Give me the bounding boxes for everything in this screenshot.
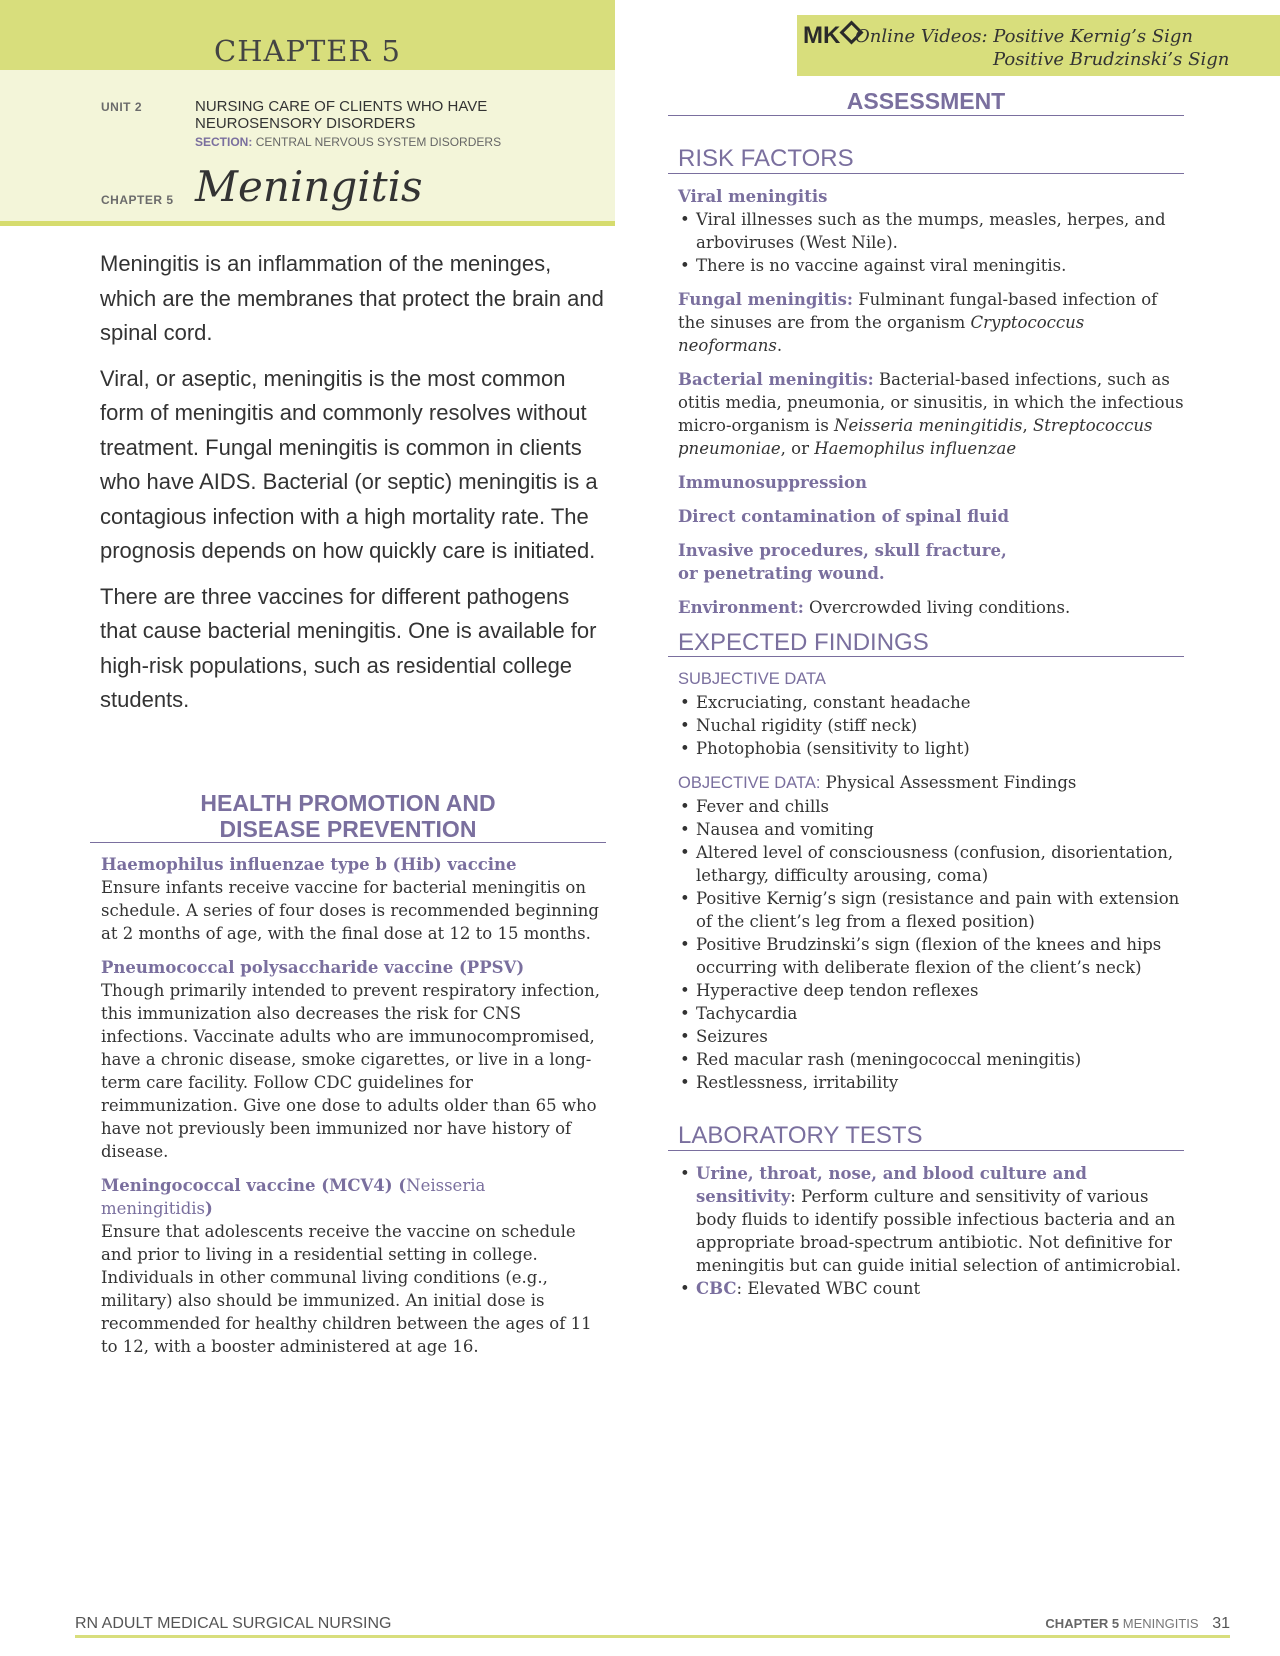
risk-invasive: Invasive procedures, skull fracture, or penetrating wound. (678, 541, 1007, 583)
heading-line: HEALTH PROMOTION AND (200, 790, 496, 816)
section-line (195, 135, 501, 149)
expected-findings-heading: EXPECTED FINDINGS (678, 629, 929, 656)
expected-findings-body (678, 668, 1184, 1105)
list-item: • Altered level of consciousness (confusion, disorientation, lethargy, difficulty arousing, coma) (678, 841, 1184, 887)
risk-text-end: . (776, 336, 783, 355)
page-title: Meningitis (195, 162, 423, 211)
unit-title (195, 98, 595, 132)
viral-list (678, 208, 1184, 277)
assessment-heading: ASSESSMENT (846, 88, 1006, 114)
objective-data (678, 771, 1184, 1094)
separator: , (1022, 416, 1033, 435)
lab-list (678, 1162, 1184, 1300)
lab-title: Urine, throat, nose, and blood culture and sensitivity (696, 1164, 1087, 1206)
list-item (678, 1162, 1184, 1277)
footer-divider (75, 1635, 1230, 1638)
chapter-band (0, 0, 615, 70)
objective-suffix: Physical Assessment Findings (820, 773, 1077, 792)
list-item: • Positive Kernig’s sign (resistance and pain with extension of the client’s leg from a flexed position) (678, 887, 1184, 933)
list-item: • Viral illnesses such as the mumps, measles, herpes, and arboviruses (West Nile). (678, 208, 1184, 254)
section-divider (90, 842, 606, 843)
subjective-list (678, 691, 1184, 760)
vaccine-block-hib (101, 853, 601, 945)
section-divider (668, 115, 1184, 116)
vaccine-title: Haemophilus influenzae type b (Hib) vaccine (101, 855, 517, 874)
risk-title: Viral meningitis (678, 187, 828, 206)
mk-logo-text: MK (803, 22, 841, 49)
subjective-data (678, 668, 1184, 760)
vaccine-block-ppsv (101, 956, 601, 1163)
list-item: • Restlessness, irritability (678, 1071, 1184, 1094)
risk-factors-body (678, 185, 1184, 630)
intro-text (100, 247, 605, 729)
list-item: • Hyperactive deep tendon reflexes (678, 979, 1184, 1002)
footer-chapter (1045, 1615, 1230, 1633)
list-item: • Photophobia (sensitivity to light) (678, 737, 1184, 760)
video-links[interactable] (855, 25, 1265, 71)
section-label: SECTION: (195, 135, 253, 149)
section-value: CENTRAL NERVOUS SYSTEM DISORDERS (255, 135, 502, 149)
risk-title: Bacterial meningitis: (678, 370, 874, 389)
heading-line: DISEASE PREVENTION (219, 816, 477, 842)
risk-text: Fulminant fungal-based infection of the sinuses are from the organism (678, 290, 1158, 332)
list-item: • Red macular rash (meningococcal meningitis) (678, 1048, 1184, 1071)
vaccine-block-mcv4 (101, 1174, 601, 1358)
lab-title: CBC (696, 1279, 737, 1298)
risk-environment (678, 596, 1184, 619)
lab-text: : Elevated WBC count (736, 1279, 921, 1298)
risk-title: Environment: (678, 598, 804, 617)
risk-text: Overcrowded living conditions. (803, 598, 1071, 617)
vaccine-title-close: ) (205, 1199, 213, 1218)
risk-bacterial (678, 368, 1184, 460)
mk-logo-icon (803, 22, 860, 50)
subjective-label: SUBJECTIVE DATA (678, 670, 826, 688)
book-title: RN ADULT MEDICAL SURGICAL NURSING (75, 1615, 392, 1632)
risk-text: Bacterial-based infections, such as otitis media, pneumonia, or sinusitis, in which the infectious micro-organism is (678, 370, 1184, 435)
subsection-divider (668, 656, 1184, 657)
separator: , or (780, 439, 815, 458)
vaccine-text: Though primarily intended to prevent respiratory infection, this immunization also decreases the risk for CNS infections. Vaccinate adults who are immunocompromised, have a chronic disease, smoke cigarettes, or live in a long-term care facility. Follow CDC guidelines for reimmunization. Give one dose to adults older than 65 who have not previously been immunized nor have history of disease. (101, 981, 600, 1161)
intro-paragraph: Meningitis is an inflammation of the meninges, which are the membranes that protect the brain and spinal cord. (100, 251, 604, 345)
organism-name: Cryptococcus neoformans (678, 313, 1085, 355)
video-link-brudzinski[interactable]: Positive Brudzinski’s Sign (993, 49, 1230, 70)
organism-name: Neisseria meningitidis (834, 416, 1023, 435)
risk-viral (678, 185, 1184, 277)
list-item (678, 1277, 1184, 1300)
list-item: • Seizures (678, 1025, 1184, 1048)
list-item: • Excruciating, constant headache (678, 691, 1184, 714)
risk-title: Fungal meningitis: (678, 290, 853, 309)
vaccine-title (101, 1174, 601, 1220)
risk-fungal (678, 288, 1184, 357)
subsection-divider (668, 173, 1184, 174)
chapter-band-text: CHAPTER 5 (214, 34, 401, 68)
intro-paragraph: There are three vaccines for different pathogens that cause bacterial meningitis. One is available for high-risk populations, such as residential college students. (100, 583, 597, 712)
objective-list (678, 795, 1184, 1094)
vaccine-title: Pneumococcal polysaccharide vaccine (PPSV) (101, 958, 525, 977)
risk-direct-contamination: Direct contamination of spinal fluid (678, 507, 1010, 526)
video-link-kernig[interactable]: Online Videos: Positive Kernig’s Sign (855, 26, 1194, 47)
risk-immunosuppression: Immunosuppression (678, 473, 868, 492)
unit-title-line2: NEUROSENSORY DISORDERS (195, 115, 416, 132)
list-item: • There is no vaccine against viral meningitis. (678, 254, 1184, 277)
intro-paragraph: Viral, or aseptic, meningitis is the most common form of meningitis and commonly resolves without treatment. Fungal meningitis is common in clients who have AIDS. Bacterial (or septic) meningitis is a contagious infection with a high mortality rate. The prognosis depends on how quickly care is initiated. (100, 365, 598, 563)
vaccine-title-text: Meningococcal vaccine (MCV4) ( (101, 1176, 407, 1195)
footer-chapter-label: CHAPTER 5 (1045, 1616, 1120, 1631)
list-item: • Tachycardia (678, 1002, 1184, 1025)
health-promotion-heading (90, 790, 606, 842)
online-video-banner[interactable] (797, 15, 1280, 76)
organism-name: Haemophilus influenzae (814, 439, 1017, 458)
subsection-divider (668, 1150, 1184, 1151)
laboratory-tests-heading: LABORATORY TESTS (678, 1122, 923, 1149)
unit-title-line1: NURSING CARE OF CLIENTS WHO HAVE (195, 98, 488, 115)
organism-name: Streptococcus pneumoniae (678, 416, 1153, 458)
vaccine-text: Ensure that adolescents receive the vaccine on schedule and prior to living in a residential setting in college. Individuals in other communal living conditions (e.g., military) also should be immunized. An initial dose is recommended for healthy children between the ages of 11 to 12, with a booster administered at age 16. (101, 1222, 592, 1356)
lab-text: : Perform culture and sensitivity of various body fluids to identify possible infectious bacteria and an appropriate broad-spectrum antibiotic. Not definitive for meningitis but can guide initial selection of antimicrobial. (696, 1187, 1181, 1275)
page-number: 31 (1212, 1615, 1230, 1632)
vaccine-organism: Neisseria meningitidis (101, 1176, 486, 1218)
list-item: • Positive Brudzinski’s sign (flexion of the knees and hips occurring with deliberate flexion of the client’s neck) (678, 933, 1184, 979)
list-item: • Nausea and vomiting (678, 818, 1184, 841)
list-item: • Fever and chills (678, 795, 1184, 818)
header-divider (0, 221, 615, 226)
laboratory-tests-body (678, 1162, 1184, 1300)
unit-label: UNIT 2 (101, 100, 143, 114)
health-promotion-body (101, 853, 601, 1369)
footer-topic: MENINGITIS (1122, 1616, 1199, 1631)
list-item: • Nuchal rigidity (stiff neck) (678, 714, 1184, 737)
objective-label-line (678, 771, 1184, 795)
risk-factors-heading: RISK FACTORS (678, 145, 854, 172)
chapter-label: CHAPTER 5 (101, 193, 174, 207)
objective-label: OBJECTIVE DATA: (678, 774, 821, 792)
vaccine-text: Ensure infants receive vaccine for bacterial meningitis on schedule. A series of four doses is recommended beginning at 2 months of age, with the final dose at 12 to 15 months. (101, 878, 599, 943)
